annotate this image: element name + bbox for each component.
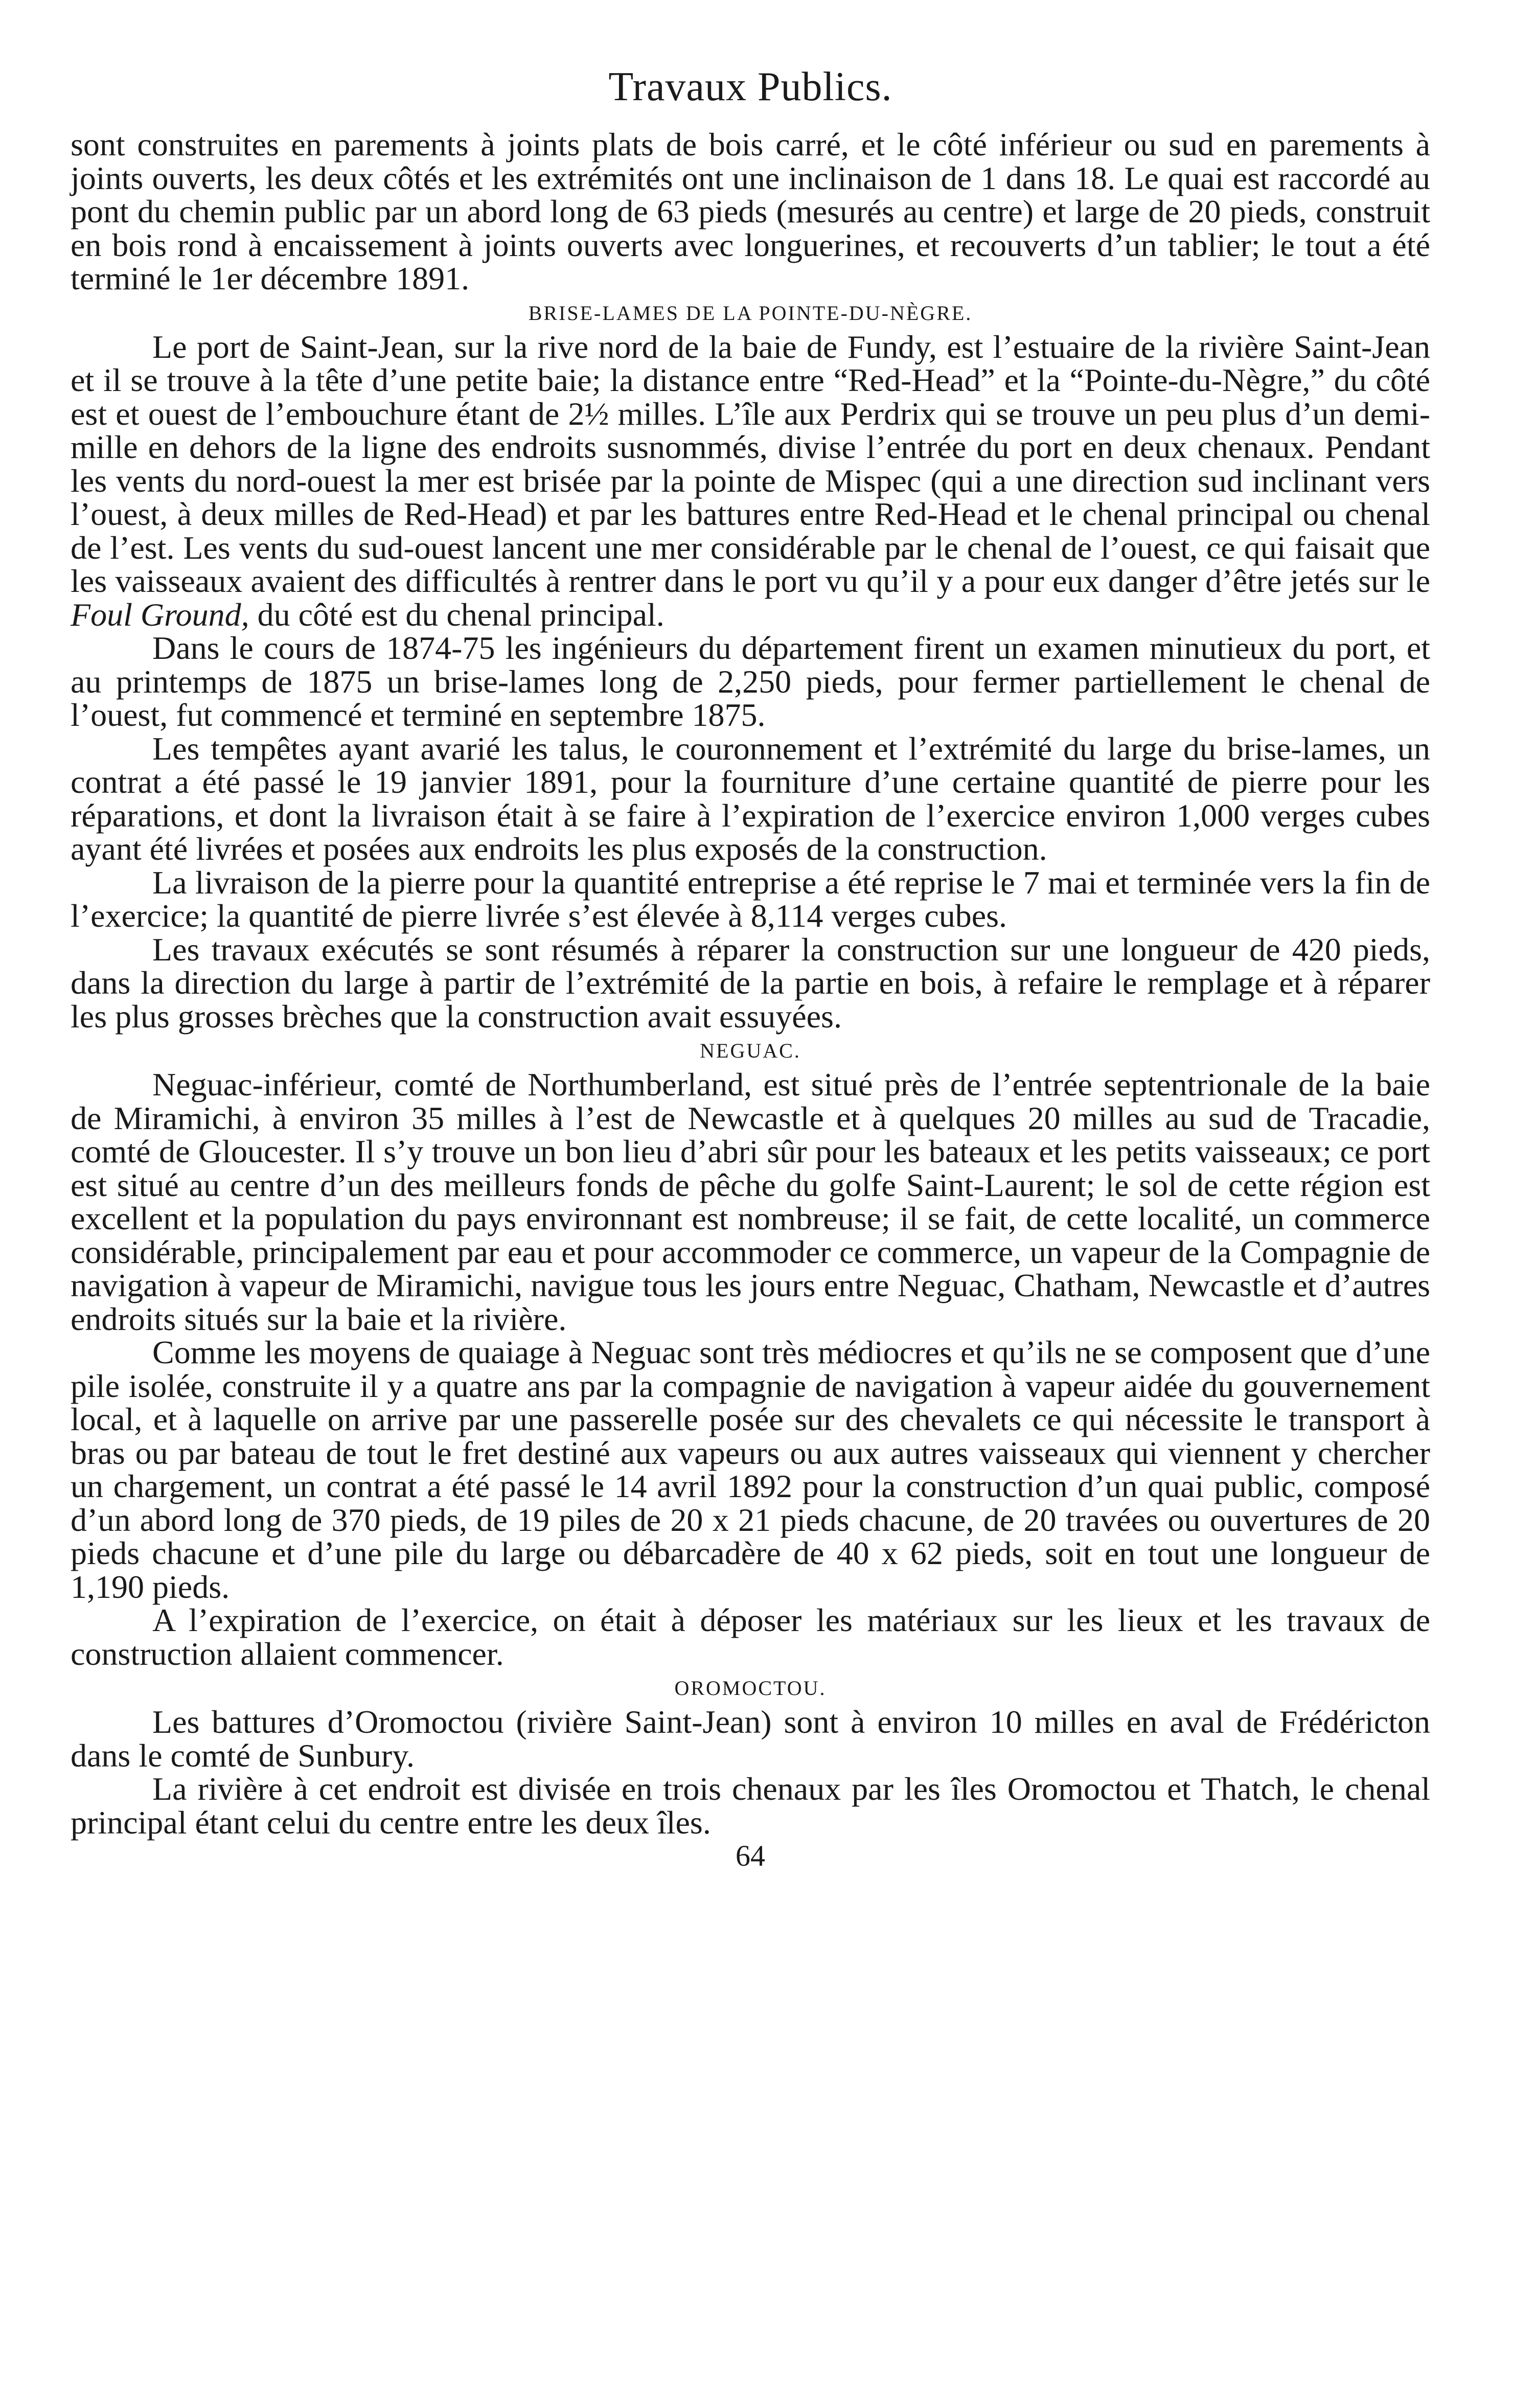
paragraph-travaux-executes: Les travaux exécutés se sont résumés à réparer la construction sur une longueur de 420 pieds, dans la direction du large à partir de l’extrémité de la partie en bois, à refaire le remplage et à réparer les plus grosses brèches que la construction avait essuyées. [71, 931, 1430, 1035]
italic-term-foul-ground: Foul Ground, [71, 596, 249, 633]
paragraph-text: Le port de Saint-Jean, sur la rive nord de la baie de Fundy, est l’estuaire de la rivière Saint-Jean et il se trouve à la tête d’une petite baie; la distance entre “Red-Head” et la “Pointe-du-Nègre,” du côté est et ouest de l’embouchure étant de 2½ milles. L’île aux Perdrix qui se trouve un peu plus d’un demi-mille en dehors de la ligne des endroits susnommés, divise l’entrée du port en deux chenaux. Pendant les vents du nord-ouest la mer est brisée par la pointe de Mispec (qui a une direction sud inclinant vers l’ouest, à deux milles de Red-Head) et par les battures entre Red-Head et le chenal principal ou chenal de l’est. Les vents du sud-ouest lancent une mer considérable par le chenal de l’ouest, ce qui faisait que les vaisseaux avaient des difficultés à rentrer dans le port vu qu’il y a pour eux danger d’être jetés sur le [71, 328, 1430, 599]
page-number: 64 [736, 1839, 765, 1872]
paragraph-moyens-de-quaiage: Comme les moyens de quaiage à Neguac sont très médiocres et qu’ils ne se composent que d’une pile isolée, construite il y a quatre ans par la compagnie de navigation à vapeur aidée du gouvernement local, et à laquelle on arrive par une passerelle posée sur des chevalets ce qui nécessite le transport à bras ou par bateau de tout le fret destiné aux vapeurs ou aux autres vaisseaux qui viennent y chercher un chargement, un contrat a été passé le 14 avril 1892 pour la construction d’un quai public, composé d’un abord long de 370 pieds, de 19 piles de 20 x 21 pieds chacune, de 20 travées ou ouvertures de 20 pieds chacune et d’une pile du large ou débarcadère de 40 x 62 pieds, soit en tout une longueur de 1,190 pieds. [71, 1334, 1430, 1605]
paragraph-tempetes: Les tempêtes ayant avarié les talus, le couronnement et l’extrémité du large du brise-lames, un contrat a été passé le 19 janvier 1891, pour la fourniture d’une certaine quantité de pierre pour les réparations, et dont la livraison était à se faire à l’expiration de l’exercice environ 1,000 verges cubes ayant été livrées et posées aux endroits les plus exposés de la construction. [71, 730, 1430, 867]
section-heading-neguac: NEGUAC. [700, 1039, 801, 1062]
running-head: Travaux Publics. [608, 64, 892, 109]
intro-paragraph: sont construites en parements à joints plats de bois carré, et le côté inférieur ou sud en parements à joints ouverts, les deux côtés et les extrémités ont une inclinaison de 1 dans 18. Le quai est raccordé au pont du chemin public par un abord long de 63 pieds (mesurés au centre) et large de 20 pieds, construit en bois rond à encaissement à joints ouverts avec longuerines, et recouverts d’un tablier; le tout a été terminé le 1er décembre 1891. [71, 126, 1430, 296]
paragraph-1874-75: Dans le cours de 1874-75 les ingénieurs du département firent un examen minutieux du port, et au printemps de 1875 un brise-lames long de 2,250 pieds, pour fermer partiellement le chenal de l’ouest, fut commencé et terminé en septembre 1875. [71, 630, 1430, 733]
paragraph-livraison: La livraison de la pierre pour la quantité entreprise a été reprise le 7 mai et terminée vers la fin de l’exercice; la quantité de pierre livrée s’est élevée à 8,114 verges cubes. [71, 864, 1430, 934]
paragraph-text-end: du côté est du chenal principal. [257, 596, 664, 633]
paragraph-battures-oromoctou: Les battures d’Oromoctou (rivière Saint-Jean) sont à environ 10 milles en aval de Frédéricton dans le comté de Sunbury. [71, 1704, 1430, 1774]
section-heading-pointe-du-negre: BRISE-LAMES DE LA POINTE-DU-NÈGRE. [528, 301, 973, 325]
paragraph-port-saint-jean [71, 330, 1430, 632]
section-heading-oromoctou: OROMOCTOU. [674, 1677, 827, 1700]
paragraph-expiration-exercice: A l’expiration de l’exercice, on était à déposer les matériaux sur les lieux et les travaux de construction allaient commencer. [71, 1602, 1430, 1672]
paragraph-riviere-chenaux: La rivière à cet endroit est divisée en trois chenaux par les îles Oromoctou et Thatch, le chenal principal étant celui du centre entre les deux îles. [71, 1771, 1430, 1841]
paragraph-neguac-inferieur: Neguac-inférieur, comté de Northumberland, est situé près de l’entrée septentrionale de la baie de Miramichi, à environ 35 milles à l’est de Newcastle et à quelques 20 milles au sud de Tracadie, comté de Gloucester. Il s’y trouve un bon lieu d’abri sûr pour les bateaux et les petits vaisseaux; ce port est situé au centre d’un des meilleurs fonds de pêche du golfe Saint-Laurent; le sol de cette région est excellent et la population du pays environnant est nombreuse; il se fait, de cette localité, un commerce considérable, principalement par eau et pour accommoder ce commerce, un vapeur de la Compagnie de navigation à vapeur de Miramichi, navigue tous les jours entre Neguac, Chatham, Newcastle et d’autres endroits situés sur la baie et la rivière. [71, 1066, 1430, 1337]
document-page [71, 61, 1430, 1873]
